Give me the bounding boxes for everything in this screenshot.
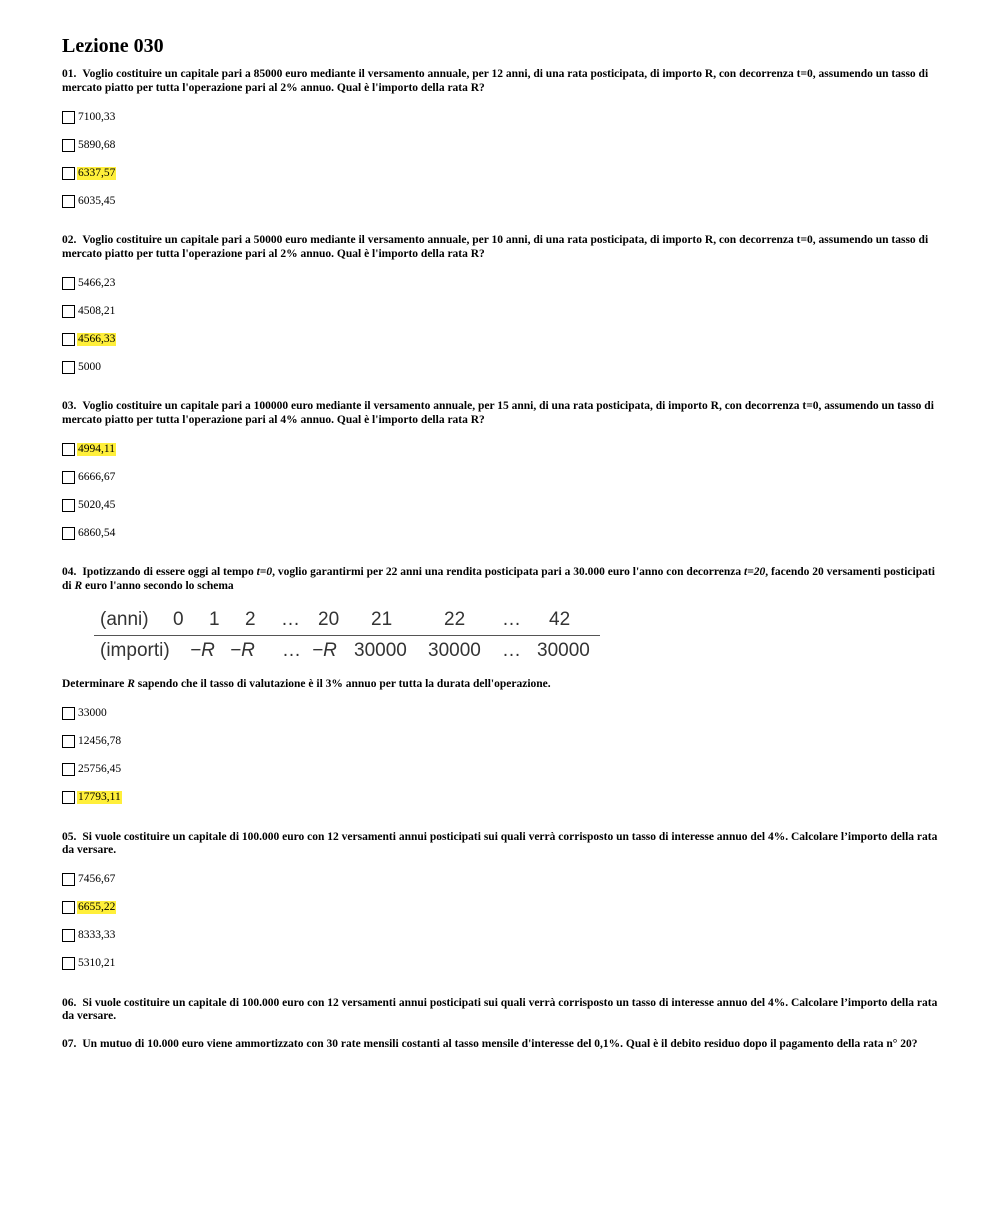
schema-row-amounts (94, 636, 604, 666)
answer-option[interactable] (62, 269, 942, 297)
answer-checkbox[interactable] (62, 735, 75, 748)
question-body-part: euro l'anno secondo lo schema (82, 579, 234, 592)
question-followup (62, 678, 942, 692)
schema-row-years (94, 605, 604, 635)
answer-options (62, 700, 942, 812)
schema-cell: 30000 (537, 640, 590, 661)
answer-checkbox[interactable] (62, 471, 75, 484)
schema-cell: −R (190, 640, 215, 661)
answer-option[interactable] (62, 131, 942, 159)
answer-label-highlighted: 6655,22 (78, 901, 116, 913)
answer-label-highlighted: 4994,11 (78, 442, 115, 455)
question-body-part: sapendo che il tasso di valutazione è il 3% annuo per tutta la durata dell'operazione. (134, 678, 551, 690)
answer-label: 5310,21 (78, 957, 116, 969)
cashflow-schema (94, 605, 604, 666)
question-body-part: , facendo 20 versamenti posticipati di (62, 566, 935, 592)
schema-cell: 21 (371, 609, 393, 630)
answer-label: 25756,45 (78, 763, 122, 775)
answer-label-highlighted: 17793,11 (78, 791, 121, 803)
answer-option[interactable] (62, 756, 942, 784)
question-01 (62, 68, 942, 215)
answer-checkbox[interactable] (62, 111, 75, 124)
answer-checkbox[interactable] (62, 929, 75, 942)
answer-option[interactable] (62, 894, 942, 922)
math-variable: t=0 (256, 566, 273, 578)
answer-label: 5000 (78, 360, 101, 373)
answer-label: 6666,67 (78, 470, 116, 483)
question-body: Si vuole costituire un capitale di 100.000 euro con 12 versamenti annui posticipati sui quali verrà corrisposto un tasso di interesse annuo del 4%. Calcolare l’importo della rata da versare. (62, 996, 938, 1022)
answer-checkbox[interactable] (62, 901, 75, 914)
answer-option[interactable] (62, 784, 942, 812)
answer-option[interactable] (62, 519, 942, 547)
answer-label: 5020,45 (78, 498, 116, 511)
question-text (62, 997, 942, 1024)
schema-cell: … (281, 609, 300, 630)
question-body: Voglio costituire un capitale pari a 50000 euro mediante il versamento annuale, per 10 anni, di una rata posticipata, di importo R, con decorrenza t=0, assumendo un tasso di mercato piatto per tutta l'operazione pari al 2% annuo. Qual è l'importo della rata R? (62, 234, 929, 260)
answer-checkbox[interactable] (62, 707, 75, 720)
answer-option[interactable] (62, 297, 942, 325)
schema-cell: 42 (549, 609, 571, 630)
answer-checkbox[interactable] (62, 305, 75, 318)
question-text (62, 400, 942, 427)
answer-checkbox[interactable] (62, 167, 75, 180)
answer-label: 8333,33 (78, 929, 116, 941)
answer-label: 5466,23 (78, 276, 116, 289)
schema-cell: 1 (209, 609, 220, 630)
answer-option[interactable] (62, 159, 942, 187)
answer-label: 12456,78 (78, 735, 122, 747)
question-number: 06. (62, 996, 77, 1009)
answer-label: 6860,54 (78, 526, 116, 539)
answer-checkbox[interactable] (62, 139, 75, 152)
answer-option[interactable] (62, 700, 942, 728)
question-number: 03. (62, 400, 77, 412)
answer-checkbox[interactable] (62, 277, 75, 290)
question-body: Voglio costituire un capitale pari a 100000 euro mediante il versamento annuale, per 15 anni, di una rata posticipata, di importo R, con decorrenza t=0, assumendo un tasso di mercato piatto per tutta l'operazione pari al 4% annuo. Qual è l'importo della rata R? (62, 400, 934, 426)
schema-cell: 2 (245, 609, 256, 630)
answer-option[interactable] (62, 950, 942, 978)
schema-cell: −R (312, 640, 337, 661)
schema-cell: 20 (318, 609, 340, 630)
question-number: 05. (62, 830, 77, 843)
answer-label: 4508,21 (78, 304, 116, 317)
answer-checkbox[interactable] (62, 333, 75, 346)
math-variable: R (74, 579, 83, 592)
question-03 (62, 400, 942, 547)
question-text (62, 1038, 942, 1052)
answer-label: 7456,67 (78, 873, 116, 885)
answer-label: 5890,68 (78, 138, 116, 151)
question-body: Un mutuo di 10.000 euro viene ammortizzato con 30 rate mensili costanti al tasso mensile d'interesse del 0,1%. Qual è il debito residuo dopo il pagamento della rata n° 20? (82, 1037, 918, 1050)
math-variable: t=20 (744, 566, 766, 578)
answer-label-highlighted: 6337,57 (78, 166, 116, 179)
question-text (62, 566, 942, 593)
answer-option[interactable] (62, 463, 942, 491)
question-number: 02. (62, 234, 77, 246)
document-page (62, 34, 942, 1051)
schema-cell: … (502, 640, 521, 661)
answer-checkbox[interactable] (62, 873, 75, 886)
schema-cell: −R (230, 640, 255, 661)
question-number: 07. (62, 1037, 77, 1050)
answer-option[interactable] (62, 866, 942, 894)
question-text (62, 68, 942, 95)
schema-cell: 0 (173, 609, 184, 630)
question-body: Voglio costituire un capitale pari a 85000 euro mediante il versamento annuale, per 12 anni, di una rata posticipata, di importo R, con decorrenza t=0, assumendo un tasso di mercato piatto per tutta l'operazione pari al 2% annuo. Qual è l'importo della rata R? (62, 68, 929, 94)
answer-checkbox[interactable] (62, 361, 75, 374)
answer-options (62, 866, 942, 978)
schema-row-label: (anni) (100, 609, 149, 630)
question-04 (62, 566, 942, 812)
answer-checkbox[interactable] (62, 791, 75, 804)
answer-label-highlighted: 4566,33 (78, 332, 116, 345)
answer-checkbox[interactable] (62, 957, 75, 970)
answer-checkbox[interactable] (62, 443, 75, 456)
answer-label: 7100,33 (78, 110, 116, 123)
question-06 (62, 997, 942, 1024)
answer-option[interactable] (62, 491, 942, 519)
schema-cell: … (502, 609, 521, 630)
answer-checkbox[interactable] (62, 499, 75, 512)
answer-option[interactable] (62, 103, 942, 131)
answer-label: 6035,45 (78, 194, 116, 207)
answer-options (62, 269, 942, 381)
answer-option[interactable] (62, 187, 942, 215)
schema-cell: 30000 (354, 640, 407, 661)
question-body-part: Determinare (62, 678, 128, 690)
question-number: 04. (62, 566, 77, 578)
answer-option[interactable] (62, 728, 942, 756)
answer-checkbox[interactable] (62, 763, 75, 776)
answer-checkbox[interactable] (62, 195, 75, 208)
schema-cell: 22 (444, 609, 466, 630)
question-text (62, 831, 942, 858)
schema-cell: 30000 (428, 640, 481, 661)
question-05 (62, 831, 942, 978)
answer-options (62, 103, 942, 215)
question-body-part: , voglio garantirmi per 22 anni una rendita posticipata pari a 30.000 euro l'anno con decorrenza (272, 566, 745, 578)
math-variable: R (127, 678, 135, 690)
answer-options (62, 435, 942, 547)
question-02 (62, 234, 942, 381)
answer-option[interactable] (62, 922, 942, 950)
answer-option[interactable] (62, 353, 942, 381)
question-body: Si vuole costituire un capitale di 100.000 euro con 12 versamenti annui posticipati sui quali verrà corrisposto un tasso di interesse annuo del 4%. Calcolare l’importo della rata da versare. (62, 830, 938, 856)
answer-option[interactable] (62, 325, 942, 353)
lesson-title: Lezione 030 (62, 35, 164, 57)
question-07 (62, 1038, 942, 1052)
question-text (62, 234, 942, 261)
answer-checkbox[interactable] (62, 527, 75, 540)
question-number: 01. (62, 68, 77, 80)
answer-label: 33000 (78, 707, 107, 719)
schema-cell: … (282, 640, 301, 661)
answer-option[interactable] (62, 435, 942, 463)
schema-row-label: (importi) (100, 640, 170, 661)
question-body-part: Ipotizzando di essere oggi al tempo (82, 566, 257, 578)
